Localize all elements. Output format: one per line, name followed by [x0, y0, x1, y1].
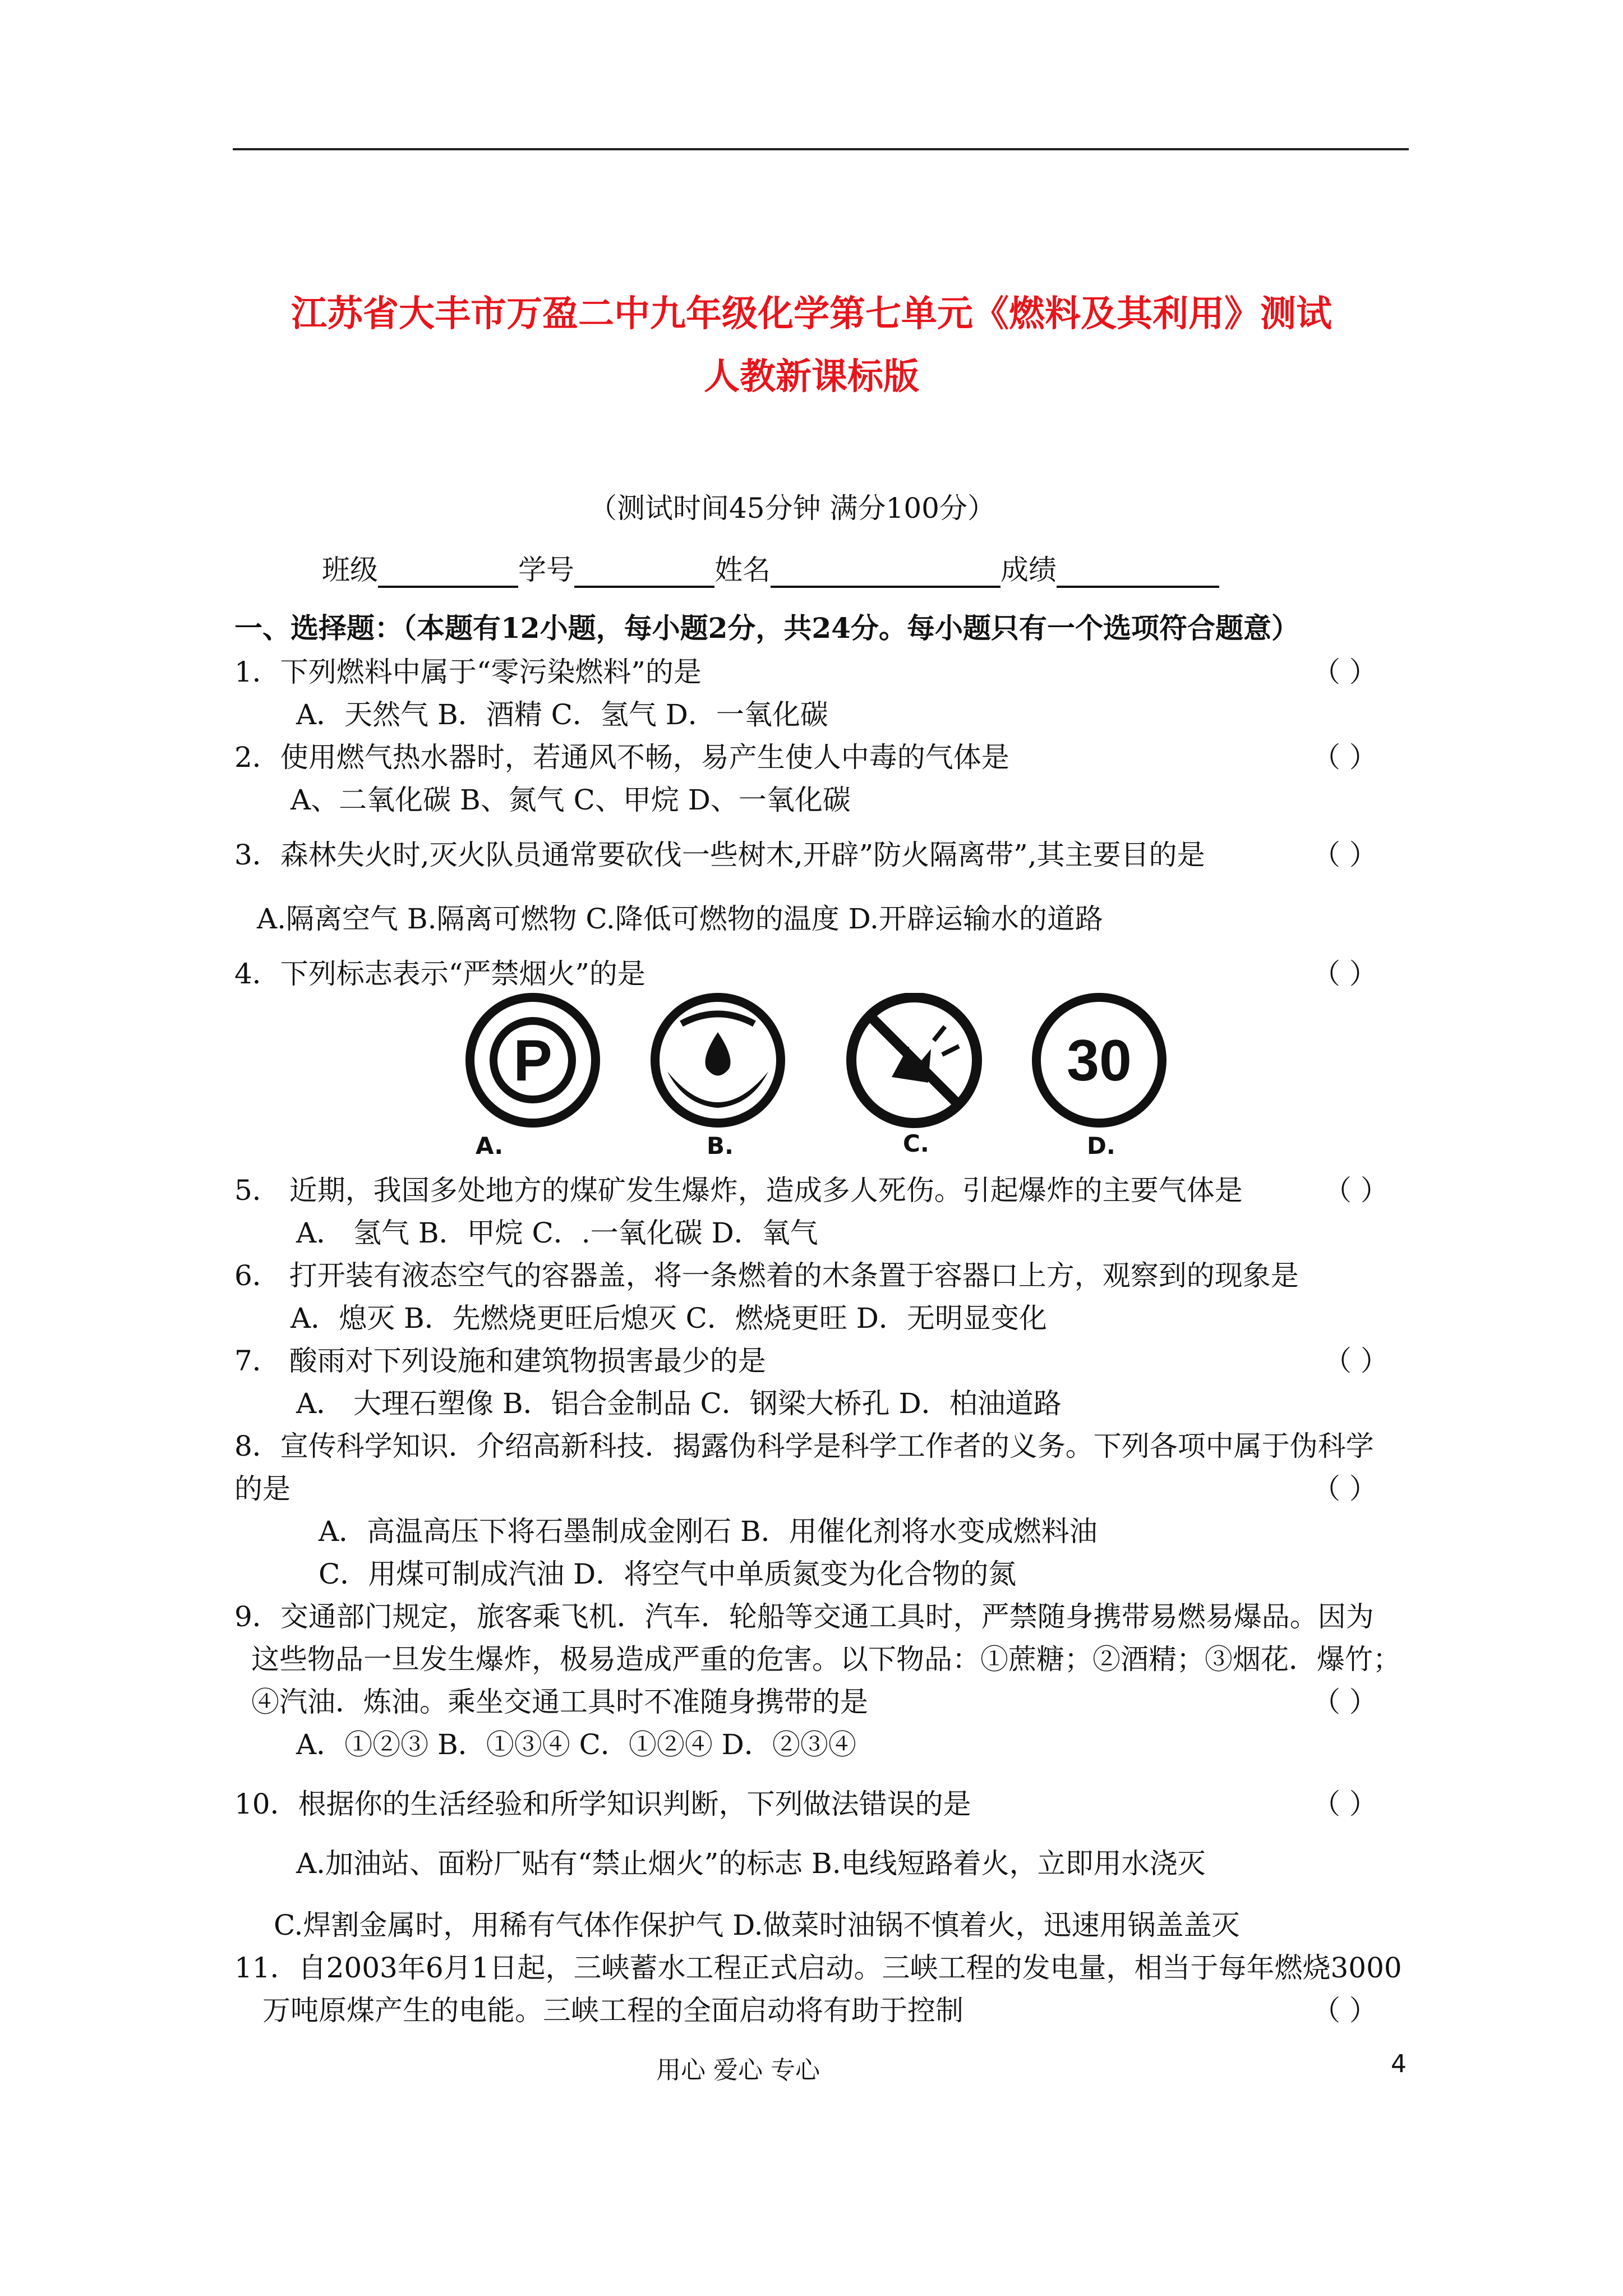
- footer-motto: 用心 爱心 专心: [656, 2056, 820, 2085]
- q2-options: A、二氧化碳 B、氮气 C、甲烷 D、一氧化碳: [291, 784, 851, 816]
- q8-answer-paren[interactable]: （ ）: [1312, 1473, 1377, 1505]
- q11-stem-line2: 万吨原煤产生的电能。三峡工程的全面启动将有助于控制: [262, 1994, 963, 2027]
- name-blank[interactable]: [771, 556, 1000, 588]
- q8-stem-line1: 8．宣传科学知识．介绍高新科技．揭露伪科学是科学工作者的义务。下列各项中属于伪科学: [234, 1430, 1374, 1462]
- q6-stem: 6． 打开装有液态空气的容器盖，将一条燃着的木条置于容器口上方，观察到的现象是: [234, 1259, 1299, 1292]
- sign-a-parking-icon: [470, 997, 596, 1123]
- q7-stem: 7． 酸雨对下列设施和建筑物损害最少的是: [234, 1345, 766, 1377]
- q6-options: A．熄灭 B．先燃烧更旺后熄灭 C．燃烧更旺 D．无明显变化: [291, 1302, 1047, 1335]
- q8-options-line1: A．高温高压下将石墨制成金刚石 B．用催化剂将水变成燃料油: [319, 1515, 1098, 1548]
- q2-stem: 2．使用燃气热水器时，若通风不畅，易产生使人中毒的气体是: [234, 741, 1009, 774]
- q4-stem: 4．下列标志表示“严禁烟火”的是: [234, 958, 645, 990]
- sign-group: [460, 993, 1189, 1161]
- q2-answer-paren[interactable]: （ ）: [1312, 741, 1377, 774]
- q1-answer-paren[interactable]: （ ）: [1312, 656, 1377, 688]
- q4-answer-paren[interactable]: （ ）: [1312, 958, 1377, 990]
- score-label: 成绩: [1000, 554, 1057, 586]
- sign-label-b: B.: [707, 1132, 734, 1159]
- q1-stem: 1．下列燃料中属于“零污染燃料”的是: [234, 656, 702, 688]
- test-info: （测试时间45分钟 满分100分）: [589, 492, 995, 524]
- student-info-line: [322, 547, 1219, 588]
- q5-options: A． 氢气 B．甲烷 C．.一氧化碳 D．氧气: [296, 1217, 818, 1249]
- sign-b-water-drop-icon: [655, 997, 781, 1123]
- q10-stem: 10．根据你的生活经验和所学知识判断，下列做法错误的是: [234, 1788, 971, 1820]
- q7-answer-paren[interactable]: （ ）: [1324, 1345, 1389, 1377]
- q5-stem: 5． 近期，我国多处地方的煤矿发生爆炸，造成多人死伤。引起爆炸的主要气体是: [234, 1174, 1243, 1207]
- name-label: 姓名: [714, 554, 771, 586]
- q9-stem-line3: ④汽油．炼油。乘坐交通工具时不准随身携带的是: [251, 1686, 868, 1718]
- page-number: 4: [1391, 2050, 1407, 2078]
- q8-stem-line2: 的是: [234, 1473, 291, 1505]
- q3-options: A.隔离空气 B.隔离可燃物 C.降低可燃物的温度 D.开辟运输水的道路: [257, 903, 1103, 935]
- sign-d-text: 30: [1067, 1028, 1132, 1093]
- q11-answer-paren[interactable]: （ ）: [1312, 1994, 1377, 2027]
- q7-options: A． 大理石塑像 B．铝合金制品 C．钢梁大桥孔 D．柏油道路: [296, 1387, 1062, 1420]
- doc-title-line1: 江苏省大丰市万盈二中九年级化学第七单元《燃料及其利用》测试: [291, 293, 1332, 335]
- sign-d-speed-limit-icon: [1036, 997, 1162, 1123]
- section-heading: 一、选择题：（本题有12小题，每小题2分，共24分。每小题只有一个选项符合题意）: [234, 611, 1299, 645]
- sign-a-text: P: [513, 1028, 552, 1093]
- q3-stem: 3．森林失火时,灭火队员通常要砍伐一些树木,开辟”防火隔离带”,其主要目的是: [234, 839, 1205, 871]
- q10-options-line1: A.加油站、面粉厂贴有“禁止烟火”的标志 B.电线短路着火，立即用水浇灭: [296, 1847, 1206, 1880]
- sign-c-no-fireworks-icon: [851, 997, 977, 1123]
- q5-answer-paren[interactable]: （ ）: [1324, 1174, 1389, 1207]
- doc-title-line2: 人教新课标版: [704, 356, 919, 398]
- sign-label-c: C.: [903, 1130, 929, 1157]
- q9-answer-paren[interactable]: （ ）: [1312, 1686, 1377, 1718]
- score-blank[interactable]: [1057, 556, 1219, 588]
- q3-answer-paren[interactable]: （ ）: [1312, 839, 1377, 871]
- q9-options: A．①②③ B．①③④ C．①②④ D．②③④: [296, 1728, 856, 1761]
- q11-stem-line1: 11．自2003年6月1日起，三峡蓄水工程正式启动。三峡工程的发电量，相当于每年燃烧3000: [234, 1952, 1402, 1984]
- q10-answer-paren[interactable]: （ ）: [1312, 1788, 1377, 1820]
- header-rule: [233, 148, 1409, 150]
- class-label: 班级: [322, 554, 378, 586]
- number-blank[interactable]: [574, 556, 714, 588]
- q1-options: A．天然气 B．酒精 C．氢气 D．一氧化碳: [296, 698, 828, 731]
- q10-options-line2: C.焊割金属时，用稀有气体作保护气 D.做菜时油锅不慎着火，迅速用锅盖盖灭: [274, 1909, 1240, 1941]
- class-blank[interactable]: [378, 556, 518, 588]
- q8-options-line2: C．用煤可制成汽油 D．将空气中单质氮变为化合物的氮: [319, 1558, 1017, 1590]
- sign-label-d: D.: [1087, 1132, 1115, 1159]
- number-label: 学号: [518, 554, 574, 586]
- q9-stem-line1: 9．交通部门规定，旅客乘飞机．汽车．轮船等交通工具时，严禁随身携带易燃易爆品。因为: [234, 1600, 1374, 1633]
- q9-stem-line2: 这些物品一旦发生爆炸，极易造成严重的危害。以下物品：①蔗糖；②酒精；③烟花．爆竹；: [251, 1643, 1401, 1676]
- sign-label-a: A.: [476, 1132, 504, 1159]
